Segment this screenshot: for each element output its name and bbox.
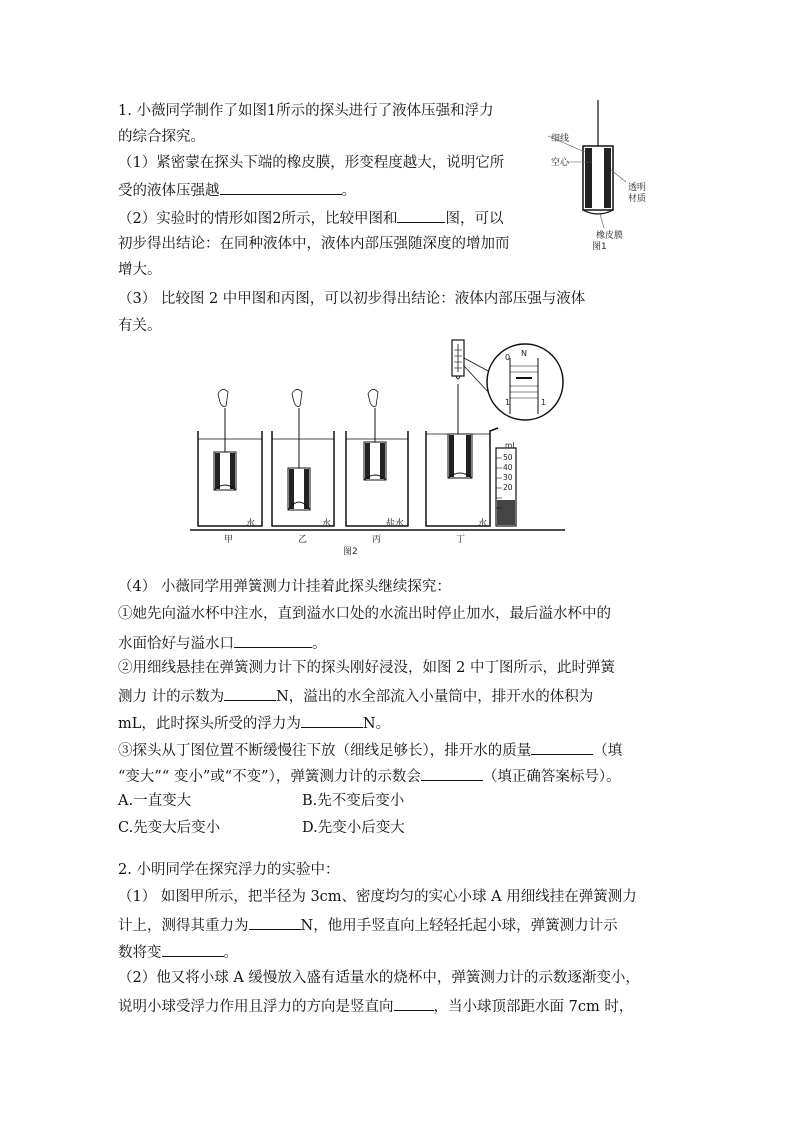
fig1-label-line: 细线 [551,134,570,144]
q1-line2: 的综合探究。 [118,129,205,145]
cylinder-tick-40: 40 [503,463,513,472]
option-d[interactable]: D.先变小后变大 [302,820,405,836]
dial-top: 0 [505,353,511,362]
q2-part1-line2 [118,914,618,936]
beaker-yi [272,389,334,526]
q1-part1-line2 [118,179,356,201]
q1-step2-mid: N，溢出的水全部流入小量筒中，排开水的体积为 [276,689,594,705]
cylinder-unit: mL [505,441,517,450]
q1-part2-line3: 增大。 [118,262,162,278]
zoom-dial [464,344,563,420]
fig2-label-ding: 丁 [456,535,466,545]
q2-part2-line1: （2）他又将小球 A 缓慢放入盛有适量水的烧杯中，弹簧测力计的示数逐渐变小， [118,970,640,986]
fig2-liquid-2: 水 [322,519,332,529]
option-b[interactable]: B.先不变后变小 [302,793,405,809]
q1-part2-line1 [118,207,503,229]
q2-part2-end: ，当小球顶部距水面 7cm 时， [433,999,634,1015]
answer-blank[interactable] [220,179,342,195]
q2-part1-end-2: 。 [223,945,238,961]
fig2-liquid-4: 水 [478,519,488,529]
answer-blank[interactable] [394,995,434,1011]
answer-blank[interactable] [234,632,312,648]
fig1-label-transparent-1: 透明 [628,183,647,193]
cylinder-tick-50: 50 [503,453,513,462]
q2-part1-text: 计上，测得其重力为 [118,918,249,934]
q1-part1-text: 受的液体压强越 [118,183,220,199]
answer-blank[interactable] [249,914,301,930]
option-c[interactable]: C.先变大后变小 [118,820,221,836]
q1-part2-end: 图，可以 [445,211,504,227]
q1-step3-text: ③探头从丁图位置不断缓慢往下放（细线足够长），排开水的质量 [118,743,532,759]
q1-line1: 1. 小薇同学制作了如图1所示的探头进行了液体压强和浮力 [118,103,494,119]
fig2-label-jia: 甲 [224,535,234,545]
fig1-label-transparent-2: 材质 [628,194,647,204]
q1-step3-line2 [118,765,621,787]
q1-step3-line1 [118,739,622,761]
q1-step1-line1: ①她先向溢水杯中注水，直到溢水口处的水流出时停止加水，最后溢水杯中的 [118,606,611,622]
q2-line1: 2. 小明同学在探究浮力的实验中： [118,862,340,878]
cylinder-tick-30: 30 [503,473,513,482]
q2-part2-line2 [118,995,633,1017]
cylinder-tick-20: 20 [503,483,513,492]
q1-part1-end: 。 [341,183,356,199]
q1-step2-line2 [118,685,593,707]
q2-part2-text: 说明小球受浮力作用且浮力的方向是竖直向 [118,999,394,1015]
answer-blank[interactable] [224,685,276,701]
q1-step2-text: 测力 计的示数为 [118,689,225,705]
answer-blank[interactable] [397,207,445,223]
spring-scale [452,340,464,379]
fig1-caption: 图1 [592,242,607,252]
q1-part2-text: （2）实验时的情形如图2所示，比较甲图和 [118,211,398,227]
q1-part2-line2: 初步得出结论：在同种液体中，液体内部压强随深度的增加而 [118,236,510,252]
beaker-bing [346,389,408,526]
beaker-jia [198,389,262,526]
q2-part1-end: N，他用手竖直向上轻轻托起小球，弹簧测力计示 [300,918,618,934]
q1-step2-line1: ②用细线悬挂在弹簧测力计下的探头刚好浸没，如图 2 中丁图所示，此时弹簧 [118,660,615,676]
beaker-ding [426,384,498,526]
q1-step3-text-2: “变大”“ 变小”或“不变”），弹簧测力计的示数会 [118,769,421,785]
dial-bottom-1: 1 [505,398,511,407]
q1-step2-line3 [118,712,390,734]
q1-part4: （4） 小薇同学用弹簧测力计挂着此探头继续探究： [118,579,451,595]
q1-step1-line2 [118,632,327,654]
q2-part1-text-2: 数将变 [118,945,162,961]
answer-blank[interactable] [162,941,224,957]
fig1-label-membrane: 橡皮膜 [596,231,624,241]
option-a[interactable]: A.一直变大 [118,793,192,809]
q2-part1-line1: （1） 如图甲所示，把半径为 3cm、密度均匀的实心小球 A 用细线挂在弹簧测力 [118,889,637,905]
q1-step2-end: N。 [362,716,391,732]
q1-part1-line1: （1）紧密蒙在探头下端的橡皮膜，形变程度越大，说明它所 [118,155,505,171]
q1-part3-line1: （3） 比较图 2 中甲图和丙图，可以初步得出结论：液体内部压强与液体 [118,291,586,307]
fig2-caption: 图2 [343,547,358,557]
q1-step3-end-2: （填正确答案标号）。 [482,769,621,785]
answer-blank[interactable] [421,765,483,781]
fig2-liquid-1: 水 [246,519,256,529]
q1-step1-end: 。 [312,636,327,652]
cylinder-tick-10: 10 [503,493,513,502]
q2-part1-line3 [118,941,238,963]
dial-bottom-2: 1 [541,398,547,407]
q1-step2-text-2: mL，此时探头所受的浮力为 [118,716,301,732]
fig2-label-yi: 乙 [298,535,308,545]
fig2-liquid-3: 盐水 [386,519,405,529]
dial-unit: N [521,349,527,358]
fig2-label-bing: 丙 [372,535,382,545]
q1-step3-end: （填 [593,743,623,759]
fig1-label-hollow: 空心 [551,158,570,168]
q1-step1-text: 水面恰好与溢水口 [118,636,234,652]
answer-blank[interactable] [531,739,593,755]
q1-part3-line2: 有关。 [118,318,162,334]
answer-blank[interactable] [301,712,363,728]
